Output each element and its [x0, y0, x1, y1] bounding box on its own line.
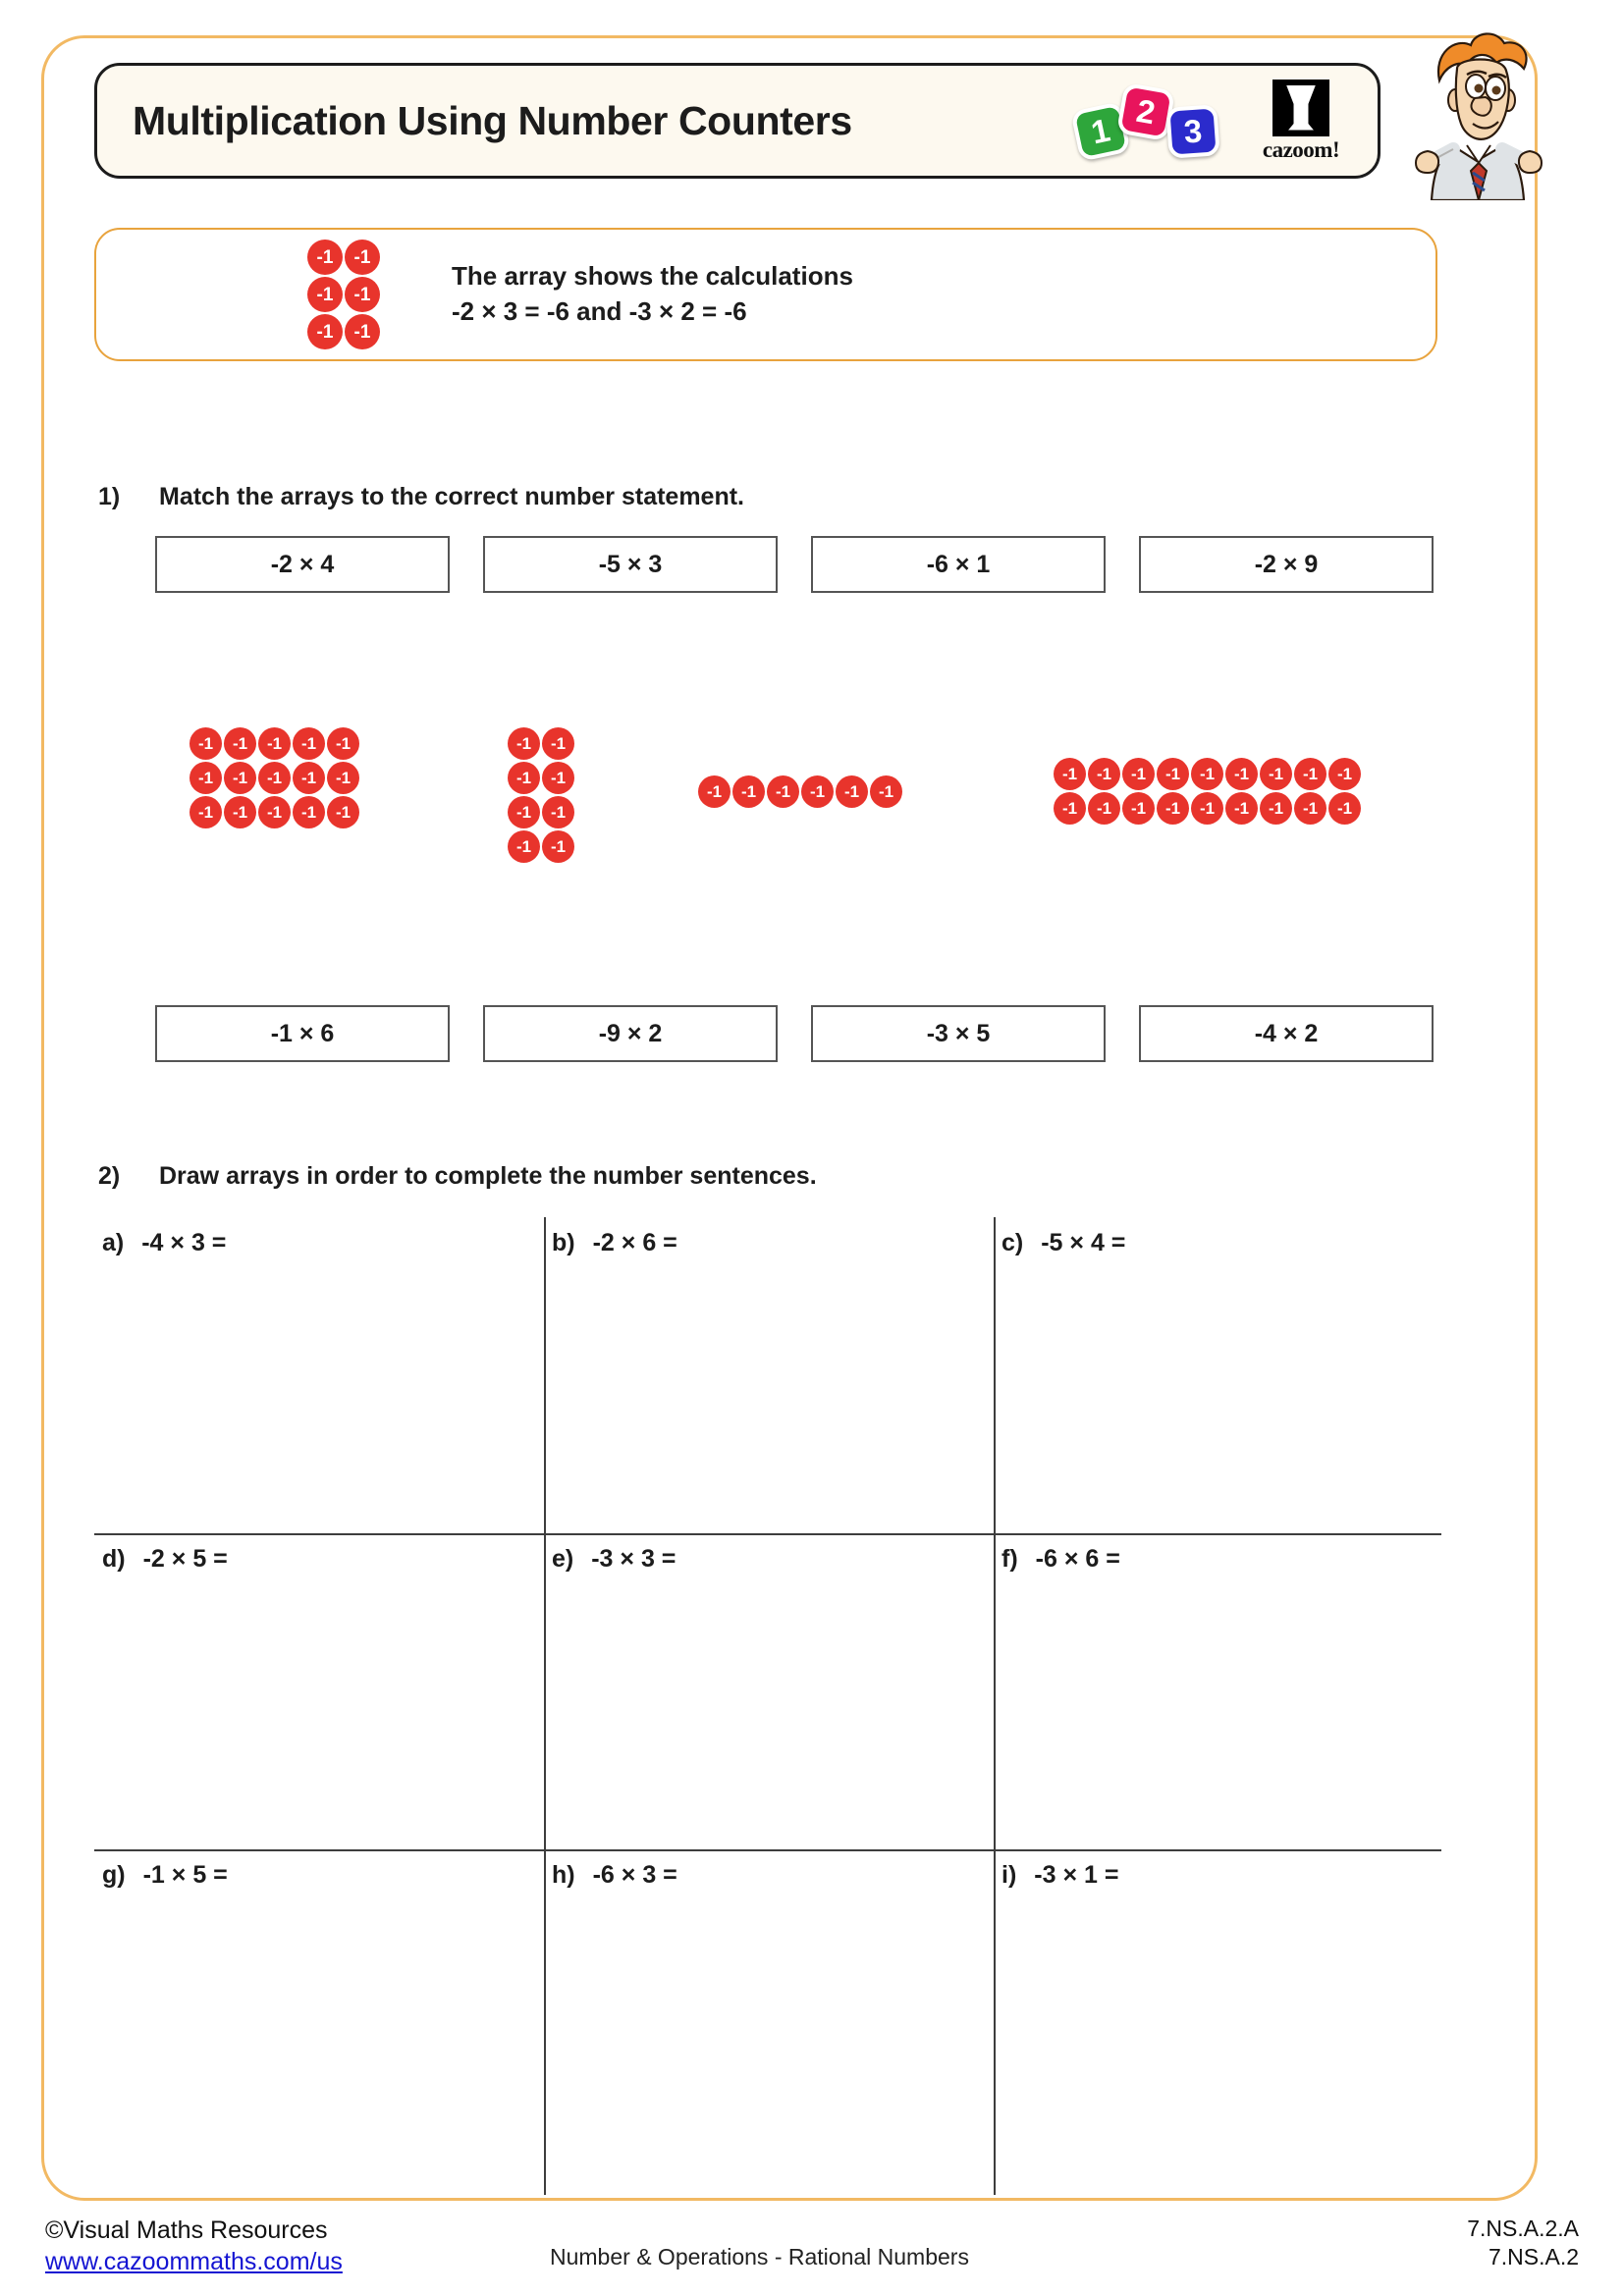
counter-chip: -1 — [224, 727, 256, 760]
question-2-number: 2) — [98, 1162, 121, 1190]
header-logos — [1073, 80, 1344, 163]
footer-standards — [1467, 2215, 1579, 2272]
item-letter: d) — [102, 1545, 126, 1573]
info-box-text — [452, 259, 853, 330]
array-option-4[interactable] — [1053, 757, 1362, 826]
counter-chip: -1 — [327, 762, 359, 794]
counter-chip: -1 — [224, 796, 256, 828]
counter-chip: -1 — [1294, 792, 1326, 825]
statement-box-bottom-3[interactable]: -3 × 5 — [811, 1005, 1106, 1062]
statement-box-top-1[interactable]: -2 × 4 — [155, 536, 450, 593]
item-letter: e) — [552, 1545, 574, 1573]
counter-chip: -1 — [508, 830, 540, 863]
counter-chip: -1 — [1225, 792, 1258, 825]
counter-chip: -1 — [1328, 758, 1361, 790]
page-title: Multiplication Using Number Counters — [133, 97, 852, 143]
item-letter: h) — [552, 1861, 575, 1889]
counter-chip: -1 — [542, 830, 574, 863]
footer-standard-2: 7.NS.A.2 — [1488, 2244, 1579, 2270]
item-expression: -6 × 3 = — [592, 1861, 677, 1889]
footer-standard-1: 7.NS.A.2.A — [1467, 2216, 1579, 2241]
counter-array — [189, 726, 360, 829]
counter-chip: -1 — [1191, 758, 1223, 790]
question-2-item-e — [552, 1545, 676, 1574]
question-2-item-h — [552, 1861, 677, 1890]
footer — [0, 2215, 1624, 2293]
question-2-item-d — [102, 1545, 228, 1574]
cazoom-logo — [1258, 80, 1344, 163]
grid-vline-1 — [544, 1217, 546, 2195]
counter-chip: -1 — [1088, 792, 1120, 825]
counter-chip: -1 — [258, 727, 291, 760]
info-box-line-1: The array shows the calculations — [452, 261, 853, 292]
counter-chip: -1 — [307, 240, 343, 275]
counter-chip: -1 — [508, 796, 540, 828]
counter-chip: -1 — [189, 762, 222, 794]
question-2-answer-grid — [94, 1217, 1441, 2195]
counter-chip: -1 — [1260, 758, 1292, 790]
counter-row — [507, 726, 575, 761]
counter-chip: -1 — [1225, 758, 1258, 790]
question-1-bottom-statement-row — [155, 1005, 1434, 1062]
counter-array — [1053, 757, 1362, 826]
question-2-item-i — [1001, 1861, 1118, 1890]
footer-copyright: ©Visual Maths Resources — [45, 2216, 328, 2244]
question-1-top-statement-row — [155, 536, 1434, 593]
counter-chip: -1 — [258, 762, 291, 794]
item-expression: -6 × 6 = — [1035, 1545, 1120, 1573]
item-letter: g) — [102, 1861, 126, 1889]
counter-chip: -1 — [345, 314, 380, 349]
statement-box-bottom-2[interactable]: -9 × 2 — [483, 1005, 778, 1062]
footer-website-link[interactable]: www.cazoommaths.com/us — [45, 2248, 343, 2275]
counter-row — [189, 761, 360, 795]
cazoom-wordmark: cazoom! — [1262, 136, 1340, 162]
counter-chip: -1 — [1054, 758, 1086, 790]
number-badges-icon — [1073, 82, 1230, 159]
counter-chip: -1 — [698, 775, 731, 808]
statement-box-top-3[interactable]: -6 × 1 — [811, 536, 1106, 593]
item-expression: -2 × 6 = — [592, 1229, 677, 1256]
counter-chip: -1 — [1157, 792, 1189, 825]
counter-chip: -1 — [508, 727, 540, 760]
counter-chip: -1 — [189, 796, 222, 828]
counter-row — [1053, 757, 1362, 791]
counter-chip: -1 — [542, 762, 574, 794]
question-2-item-a — [102, 1229, 226, 1257]
counter-chip: -1 — [508, 762, 540, 794]
counter-chip: -1 — [1328, 792, 1361, 825]
item-expression: -1 × 5 = — [142, 1861, 228, 1889]
counter-chip: -1 — [801, 775, 834, 808]
counter-chip: -1 — [836, 775, 868, 808]
counter-row — [189, 795, 360, 829]
counter-row — [189, 726, 360, 761]
counter-array — [507, 726, 575, 864]
info-box-line-2: -2 × 3 = -6 and -3 × 2 = -6 — [452, 296, 747, 326]
question-2-text: Draw arrays in order to complete the number sentences. — [159, 1162, 817, 1190]
array-option-1[interactable] — [189, 726, 360, 829]
counter-chip: -1 — [870, 775, 902, 808]
badge-three: 3 — [1165, 104, 1220, 159]
badge-one: 1 — [1070, 101, 1131, 162]
mascot-character-icon — [1398, 24, 1555, 200]
badge-two: 2 — [1116, 82, 1175, 141]
counter-chip: -1 — [189, 727, 222, 760]
question-1-text: Match the arrays to the correct number statement. — [159, 483, 744, 510]
counter-chip: -1 — [307, 314, 343, 349]
item-letter: a) — [102, 1229, 125, 1256]
statement-box-top-4[interactable]: -2 × 9 — [1139, 536, 1434, 593]
counter-row — [306, 276, 381, 313]
array-option-3[interactable] — [697, 774, 903, 809]
counter-chip: -1 — [542, 796, 574, 828]
counter-chip: -1 — [732, 775, 765, 808]
counter-chip: -1 — [1088, 758, 1120, 790]
item-expression: -4 × 3 = — [141, 1229, 227, 1256]
statement-box-top-2[interactable]: -5 × 3 — [483, 536, 778, 593]
counter-chip: -1 — [293, 796, 325, 828]
item-expression: -3 × 3 = — [591, 1545, 677, 1573]
counter-row — [507, 795, 575, 829]
counter-chip: -1 — [1157, 758, 1189, 790]
question-1-number: 1) — [98, 483, 121, 510]
counter-row — [507, 829, 575, 864]
counter-chip: -1 — [258, 796, 291, 828]
counter-chip: -1 — [1054, 792, 1086, 825]
counter-chip: -1 — [767, 775, 799, 808]
array-option-2[interactable] — [507, 726, 575, 864]
info-box-array — [306, 239, 381, 350]
item-letter: f) — [1001, 1545, 1018, 1573]
cazoom-cup-icon — [1272, 80, 1329, 136]
counter-row — [306, 313, 381, 350]
grid-vline-2 — [994, 1217, 996, 2195]
header-bar — [94, 63, 1380, 179]
counter-chip: -1 — [1122, 758, 1155, 790]
counter-row — [697, 774, 903, 809]
counter-chip: -1 — [327, 796, 359, 828]
counter-chip: -1 — [293, 727, 325, 760]
item-expression: -5 × 4 = — [1041, 1229, 1126, 1256]
counter-chip: -1 — [293, 762, 325, 794]
question-2-item-g — [102, 1861, 228, 1890]
item-letter: c) — [1001, 1229, 1024, 1256]
item-expression: -2 × 5 = — [142, 1545, 228, 1573]
counter-row — [507, 761, 575, 795]
counter-chip: -1 — [1260, 792, 1292, 825]
statement-box-bottom-1[interactable]: -1 × 6 — [155, 1005, 450, 1062]
counter-chip: -1 — [345, 277, 380, 312]
footer-topic: Number & Operations - Rational Numbers — [550, 2244, 969, 2269]
counter-row — [306, 239, 381, 276]
counter-chip: -1 — [327, 727, 359, 760]
item-expression: -3 × 1 = — [1034, 1861, 1119, 1889]
question-2-item-c — [1001, 1229, 1125, 1257]
info-box — [94, 228, 1437, 361]
counter-array — [697, 774, 903, 809]
counter-chip: -1 — [542, 727, 574, 760]
grid-hline-2 — [94, 1849, 1441, 1851]
counter-chip: -1 — [345, 240, 380, 275]
question-2-item-f — [1001, 1545, 1120, 1574]
question-2-item-b — [552, 1229, 677, 1257]
statement-box-bottom-4[interactable]: -4 × 2 — [1139, 1005, 1434, 1062]
item-letter: b) — [552, 1229, 575, 1256]
counter-row — [1053, 791, 1362, 826]
counter-array — [306, 239, 381, 350]
question-1-array-strip — [0, 707, 1624, 903]
counter-chip: -1 — [1122, 792, 1155, 825]
grid-hline-1 — [94, 1533, 1441, 1535]
footer-copyright-block — [45, 2215, 343, 2277]
counter-chip: -1 — [307, 277, 343, 312]
counter-chip: -1 — [224, 762, 256, 794]
counter-chip: -1 — [1191, 792, 1223, 825]
counter-chip: -1 — [1294, 758, 1326, 790]
item-letter: i) — [1001, 1861, 1017, 1889]
